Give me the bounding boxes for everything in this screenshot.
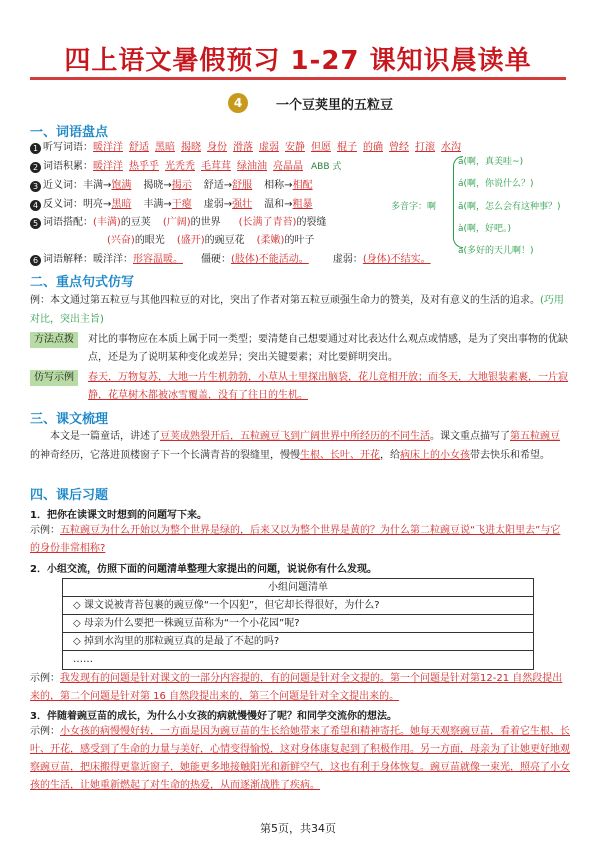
dictation-word: 滑落 <box>233 142 253 153</box>
summary-paragraph <box>30 427 568 465</box>
collocation-noun: 的裂缝 <box>296 217 327 228</box>
abb-word: 毛茸茸 <box>201 161 231 172</box>
polyphonic-label: 多音字：啊 <box>391 202 437 212</box>
question-2: 2．小组交流，仿照下面的问题清单整理大家提出的问题，说说你有什么发现。 <box>30 564 377 575</box>
collocation-modifier: (丰满) <box>93 217 121 228</box>
antonym-target: 黑暗 <box>111 199 132 210</box>
vocab-row-accumulation <box>30 160 341 174</box>
demo-text: 春天，万物复苏，大地一片生机勃勃，小草从土里探出脑袋，花儿竞相开放；而冬天，大地银装素裹，一片寂静，花草树木都被冰雪覆盖，没有了往日的生机。 <box>88 372 568 401</box>
synonym-target: 饱满 <box>111 180 132 191</box>
dictation-word: 曾经 <box>389 142 409 153</box>
explained-word: 暖洋洋： <box>93 254 133 265</box>
dictation-word: 身份 <box>207 142 227 153</box>
summary-key: 豆荚成熟裂开后，五粒豌豆飞到广阔世界中所经历的不同生活 <box>160 431 430 442</box>
vocab-row-dictation <box>30 141 461 155</box>
page-number: 第5页，共34页 <box>260 822 336 835</box>
row-label: 词语积累： <box>43 161 93 172</box>
explanation: (肢体)不能活动。 <box>231 254 309 265</box>
summary-text: 带去快乐和希望。 <box>470 450 550 461</box>
lesson-title: 一个豆荚里的五粒豆 <box>276 97 394 113</box>
vocab-row-collocations-1 <box>30 216 326 230</box>
collocation-noun: 的眼光 <box>134 235 165 246</box>
imitation-example <box>30 291 568 329</box>
method-text: 对比的事物应在本质上属于同一类型；要清楚自己想要通过对比表达什么观点或情感，是为了突出事物的优缺点，还是为了说明某种变化或差异；突出关键要素；对比要鲜明突出。 <box>88 334 568 363</box>
dictation-word: 虚弱 <box>259 142 279 153</box>
synonym-source: 相称→ <box>264 180 293 191</box>
summary-text: 。课文重点描写了 <box>430 431 510 442</box>
answer-text: 我发现有的问题是针对课文的一部分内容提的，有的问题是针对全文提的。第一个问题是针对第12-21 自然段提出来的，第二个问题是针对第 16 自然段提出来的，第三个问题是针对全文提出来的。 <box>30 673 563 702</box>
row-number: 3 <box>30 181 41 192</box>
answer-3 <box>30 723 570 795</box>
abb-word: 亮晶晶 <box>273 161 303 172</box>
dictation-word: 打滚 <box>415 142 435 153</box>
summary-key: 生根、长叶、开花 <box>300 450 380 461</box>
antonym-target: 粗暴 <box>292 199 313 210</box>
vocab-row-synonyms <box>30 179 313 193</box>
antonym-source: 丰满→ <box>143 199 172 210</box>
explanation: (身体)不结实。 <box>362 254 431 265</box>
row-label: 词语搭配： <box>43 217 93 228</box>
row-number: 2 <box>30 162 41 173</box>
dictation-word: 棍子 <box>337 142 357 153</box>
section-vocabulary-heading: 一、词语盘点 <box>30 125 109 140</box>
row-label: 反义词： <box>43 199 83 210</box>
summary-text: ，给 <box>380 450 400 461</box>
tone-item: ǎ(啊，怎么会有这种事？) <box>458 202 561 212</box>
antonym-source: 温和→ <box>264 199 293 210</box>
collocation-noun: 的叶子 <box>284 235 315 246</box>
row-label: 听写词语： <box>43 142 93 153</box>
answer-text: 五粒豌豆为什么开始以为整个世界是绿的，后来又以为整个世界是黄的？为什么第二粒豌豆说“飞进太阳里去”与它的身份非常相称? <box>30 525 561 554</box>
lesson-heading <box>228 92 393 114</box>
explained-word: 僵硬： <box>201 254 231 265</box>
section-exercises-heading: 四、课后习题 <box>30 488 109 503</box>
synonym-target: 揭示 <box>171 180 192 191</box>
abb-word: 绿油油 <box>237 161 267 172</box>
collocation-noun: 的世界 <box>190 217 221 228</box>
vocab-row-explanations <box>30 253 431 267</box>
abb-word: 热乎乎 <box>129 161 159 172</box>
antonym-target: 强壮 <box>232 199 253 210</box>
lesson-number-badge: 4 <box>228 93 248 113</box>
table-row: ◇ 母亲为什么要把一株豌豆苗称为“一个小花园”呢? <box>63 615 533 633</box>
summary-key: 第五粒豌豆 <box>510 431 560 442</box>
method-tag: 方法点拨 <box>30 332 78 348</box>
synonym-target: 相配 <box>292 180 313 191</box>
tone-item: ā(啊，真美哇~) <box>458 157 524 167</box>
dictation-word: 的确 <box>363 142 383 153</box>
question-1: 1．把你在读课文时想到的问题写下来。 <box>30 510 207 521</box>
answer-text: 小女孩的病慢慢好转，一方面是因为豌豆苗的生长给她带来了希望和精神寄托。她每天观察豌豆苗，看着它生根、长叶、开花，感受到了生命的力量与美好，心情变得愉悦，这对身体康复起到了积极作用。另一方面，母亲为了让她更好地观察豌豆苗，把床搬得更靠近窗子，她能更多地接触阳光和新鲜空气，这也有利于身体恢复。豌豆苗就像一束光，照亮了小女孩的生活，让她重新燃起了对生命的热爱，从而逐渐战胜了疾病。 <box>30 726 570 791</box>
row-label: 近义词： <box>43 180 83 191</box>
vocab-row-collocations-2 <box>107 234 314 248</box>
dictation-word: 暖洋洋 <box>93 142 123 153</box>
table-row: ◇ 掉到水沟里的那粒豌豆真的是最了不起的吗? <box>63 633 533 651</box>
summary-key: 病床上的小女孩 <box>400 450 470 461</box>
row-number: 6 <box>30 255 41 266</box>
answer-prefix: 示例： <box>30 525 60 536</box>
abb-word: 光秃秃 <box>165 161 195 172</box>
table-row: …… <box>73 654 93 665</box>
antonym-target: 干瘪 <box>171 199 192 210</box>
tone-item: á(啊，你说什么？) <box>458 179 534 189</box>
vocab-row-antonyms <box>30 198 313 212</box>
collocation-modifier: (兴奋) <box>107 235 135 246</box>
antonym-source: 明亮→ <box>83 199 112 210</box>
dictation-word: 水沟 <box>441 142 461 153</box>
dictation-word: 舒适 <box>129 142 149 153</box>
collocation-modifier: (广阔) <box>162 217 191 228</box>
question-3: 3．伴随着豌豆苗的成长，为什么小女孩的病就慢慢好了呢？和同学交流你的想法。 <box>30 711 397 722</box>
section-imitation-heading: 二、重点句式仿写 <box>30 275 135 290</box>
example-text: 例：本文通过第五粒豆与其他四粒豆的对比，突出了作者对第五粒豆顽强生命力的赞美，及对有意义的生活的追求。 <box>30 295 540 306</box>
dictation-word: 揭晓 <box>181 142 201 153</box>
tone-item: a(多好的天儿啊！) <box>458 246 534 256</box>
explanation: 形容温暖。 <box>133 254 183 265</box>
synonym-source: 舒适→ <box>203 180 233 191</box>
row-number: 1 <box>30 143 41 154</box>
summary-text: 本文是一篇童话，讲述了 <box>50 431 160 442</box>
antonym-source: 虚弱→ <box>203 199 233 210</box>
question-list-table <box>62 578 534 670</box>
example-note: (巧用对比，突出主旨) <box>30 295 564 325</box>
synonym-source: 丰满→ <box>83 180 112 191</box>
title-underline <box>30 77 566 80</box>
row-label: 词语解释： <box>43 254 93 265</box>
explained-word: 虚弱： <box>332 254 363 265</box>
synonym-source: 揭晓→ <box>143 180 172 191</box>
collocation-modifier: (盛开) <box>176 235 205 246</box>
row-number: 4 <box>30 200 41 211</box>
collocation-noun: 的豌豆花 <box>204 235 245 246</box>
abb-pattern-note: ABB 式 <box>311 162 342 172</box>
collocation-modifier: (柔嫩) <box>256 235 285 246</box>
tone-item: à(啊，好吧。) <box>458 224 512 234</box>
synonym-target: 舒服 <box>232 180 253 191</box>
answer-1 <box>30 522 570 558</box>
answer-prefix: 示例： <box>30 673 60 684</box>
demo-tag: 仿写示例 <box>30 370 78 386</box>
collocation-noun: 的豆荚 <box>120 217 151 228</box>
table-row: ◇ 课文说被青苔包裹的豌豆像“一个囚犯”，但它却长得很好，为什么? <box>63 597 533 615</box>
collocation-modifier: (长满了青苔) <box>238 217 297 228</box>
row-number: 5 <box>30 218 41 229</box>
answer-prefix: 示例： <box>30 726 60 737</box>
answer-2 <box>30 670 570 706</box>
table-title: 小组问题清单 <box>63 579 533 597</box>
abb-word: 暖洋洋 <box>93 161 123 172</box>
summary-text: 的神奇经历，它落进顶楼窗子下一个长满青苔的裂缝里，慢慢 <box>30 450 300 461</box>
dictation-word: 安静 <box>285 142 305 153</box>
dictation-word: 但愿 <box>311 142 331 153</box>
dictation-word: 黑暗 <box>155 142 175 153</box>
section-summary-heading: 三、课文梳理 <box>30 412 109 427</box>
page-title: 四上语文暑假预习 1-27 课知识晨读单 <box>64 46 532 76</box>
